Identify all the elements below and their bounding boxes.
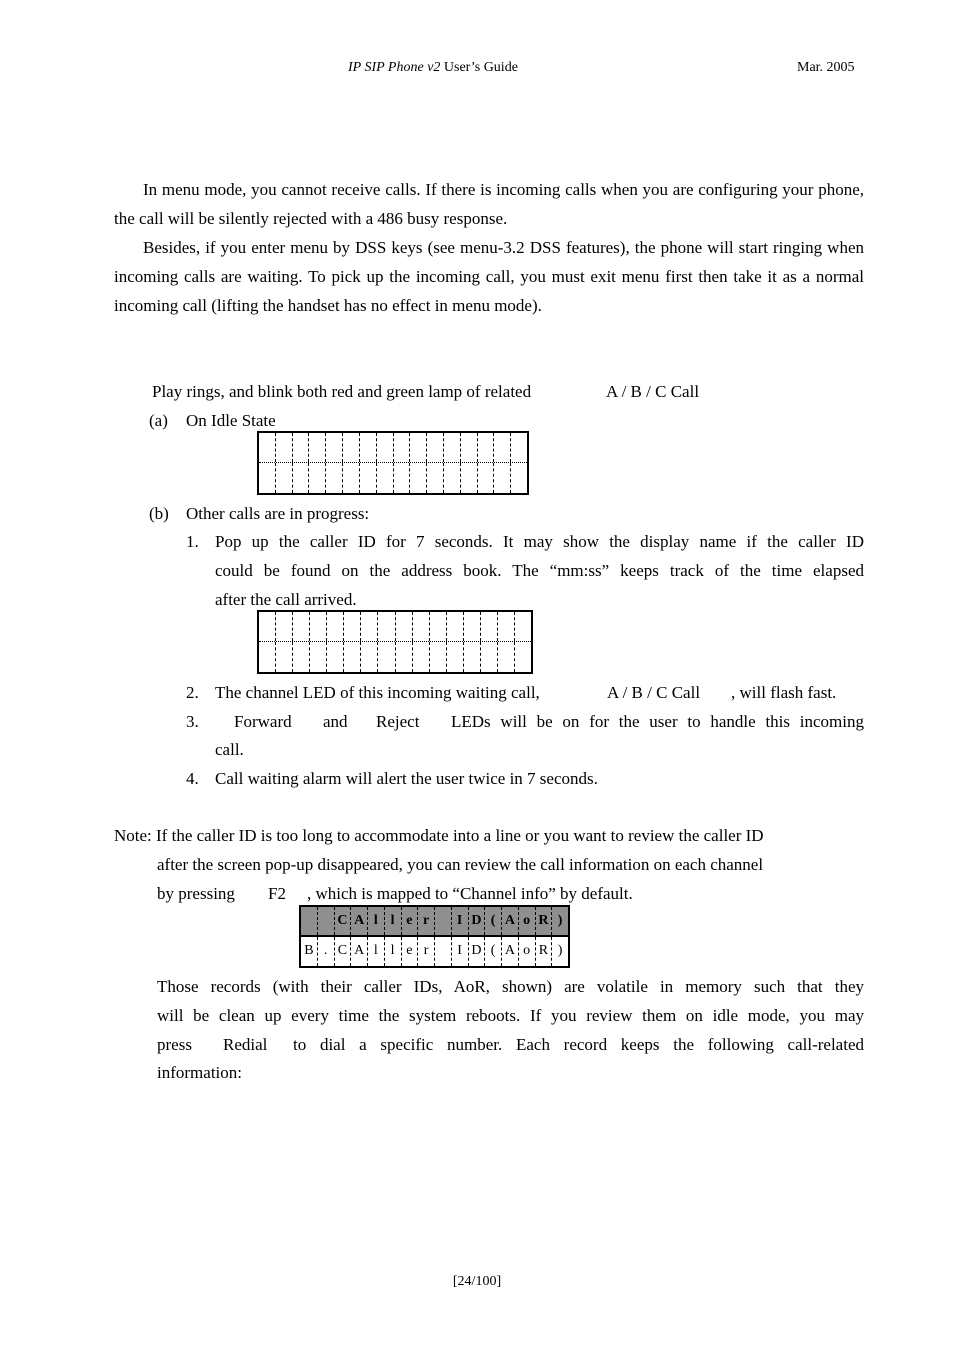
- doc-date: Mar. 2005: [797, 60, 855, 75]
- item-2-key: A / B / C Call: [607, 683, 701, 702]
- item-1-line-1: Pop up the caller ID for 7 seconds. It may show the display name if the caller ID: [215, 532, 864, 551]
- play-rings-text: Play rings, and blink both red and green lamp of related: [152, 382, 532, 401]
- item-4-text: Call waiting alarm will alert the user twice in 7 seconds.: [215, 769, 598, 788]
- intro-paragraph-1: In menu mode, you cannot receive calls. If there is incoming calls when you are configuring your phone, the call will be silently rejected with a 486 busy response.: [114, 180, 864, 228]
- records-key-redial: Redial: [223, 1035, 268, 1054]
- item-4-number: 4.: [186, 769, 199, 788]
- records-line-3: press: [157, 1035, 192, 1054]
- lcd-idle-display: [257, 431, 529, 495]
- records-line-3-suffix: to dial a specific number. Each record keeps the following call-related: [293, 1035, 864, 1054]
- item-1-line-2: could be found on the address book. The “mm:ss” keeps track of the time elapsed: [215, 561, 864, 580]
- page-number: [24/100]: [452, 1274, 502, 1289]
- note-line-3-suffix: , which is mapped to “Channel info” by default.: [307, 884, 633, 903]
- records-line-2: will be clean up every time the system reboots. If you review them on idle mode, you may: [157, 1006, 864, 1025]
- item-3-text: LEDs will be on for the user to handle this incoming: [451, 712, 864, 731]
- lcd-incoming-display: [257, 610, 533, 674]
- records-line-1: Those records (with their caller IDs, AoR, shown) are volatile in memory such that they: [157, 977, 864, 996]
- item-3-and: and: [323, 712, 348, 731]
- note-key-f2: F2: [268, 884, 286, 903]
- item-2-suffix: , will flash fast.: [731, 683, 837, 702]
- item-2-number: 2.: [186, 683, 199, 702]
- item-3-key-reject: Reject: [376, 712, 420, 731]
- item-1-number: 1.: [186, 532, 199, 551]
- records-line-4: information:: [157, 1063, 242, 1082]
- item-2-text: The channel LED of this incoming waiting call,: [215, 683, 540, 702]
- item-3-cont: call.: [215, 740, 244, 759]
- doc-title: IP SIP Phone v2 User’s Guide: [348, 60, 518, 75]
- item-3-key-forward: Forward: [234, 712, 292, 731]
- note-line-1: Note: If the caller ID is too long to accommodate into a line or you want to review the caller ID: [114, 826, 764, 845]
- call-key-label: A / B / C Call: [606, 382, 700, 401]
- case-a-marker: (a): [149, 411, 168, 430]
- lcd-caller-row-1: C A l l e r I D ( A o R ): [301, 907, 568, 937]
- case-b-label: Other calls are in progress:: [186, 504, 370, 523]
- lcd-caller-row-2: B . C A l l e r I D ( A o R ): [301, 937, 568, 967]
- case-b-marker: (b): [149, 504, 169, 523]
- item-3-number: 3.: [186, 712, 199, 731]
- case-a-label: On Idle State: [186, 411, 276, 430]
- lcd-caller-info-display: [299, 905, 570, 968]
- intro-paragraph-2: Besides, if you enter menu by DSS keys (see menu-3.2 DSS features), the phone will start ringing when incoming calls are waiting. To pick up the incoming call, you must exit menu first then take it as a normal incoming call (lifting the handset has no effect in menu mode).: [114, 238, 864, 315]
- note-line-3: by pressing: [157, 884, 235, 903]
- note-line-2: after the screen pop-up disappeared, you can review the call information on each channel: [157, 855, 764, 874]
- item-1-line-3: after the call arrived.: [215, 590, 357, 609]
